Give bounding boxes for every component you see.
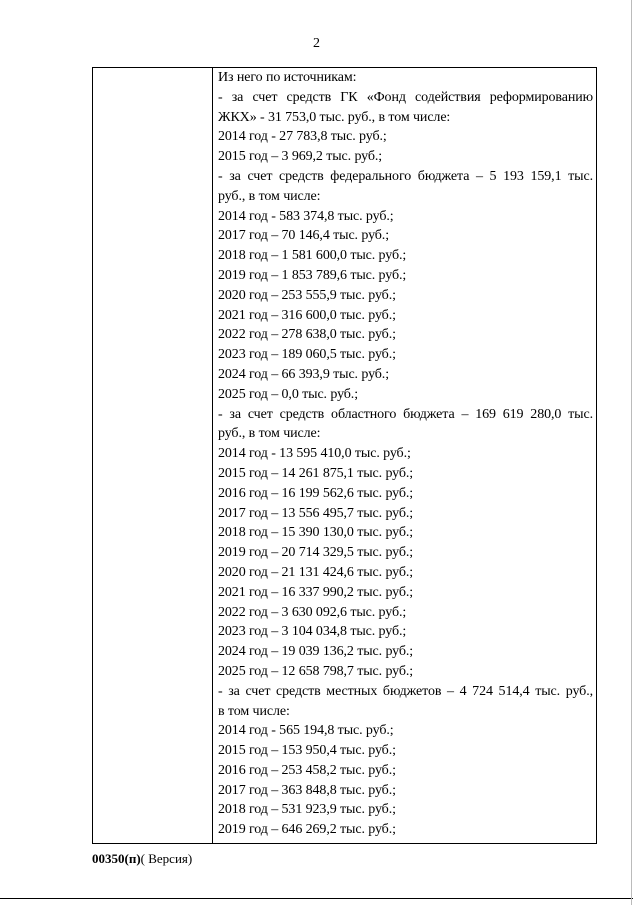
funding-line: 2014 год - 565 194,8 тыс. руб.; bbox=[218, 723, 394, 739]
funding-line: руб., в том числе: bbox=[218, 426, 321, 442]
table-left-cell bbox=[93, 68, 213, 843]
funding-line: 2014 год - 27 783,8 тыс. руб.; bbox=[218, 129, 387, 145]
funding-line: 2019 год – 20 714 329,5 тыс. руб.; bbox=[218, 545, 414, 561]
table-right-cell bbox=[214, 68, 596, 843]
funding-line: 2023 год – 3 104 034,8 тыс. руб.; bbox=[218, 624, 407, 640]
funding-line: ЖКХ» - 31 753,0 тыс. руб., в том числе: bbox=[218, 109, 451, 125]
funding-line: 2017 год – 363 848,8 тыс. руб.; bbox=[218, 782, 396, 798]
funding-line: 2021 год – 16 337 990,2 тыс. руб.; bbox=[218, 584, 414, 600]
funding-line: 2025 год – 0,0 тыс. руб.; bbox=[218, 386, 358, 402]
funding-line: руб., в том числе: bbox=[218, 188, 321, 204]
funding-line: - за счет средств местных бюджетов – 4 724 514,4 тыс. руб., bbox=[218, 683, 593, 699]
funding-line: 2017 год – 70 146,4 тыс. руб.; bbox=[218, 228, 389, 244]
funding-line: 2018 год – 15 390 130,0 тыс. руб.; bbox=[218, 525, 414, 541]
funding-line: 2024 год – 66 393,9 тыс. руб.; bbox=[218, 366, 389, 382]
funding-line: 2021 год – 316 600,0 тыс. руб.; bbox=[218, 307, 396, 323]
funding-line: 2022 год – 278 638,0 тыс. руб.; bbox=[218, 327, 396, 343]
funding-line: 2015 год – 14 261 875,1 тыс. руб.; bbox=[218, 465, 414, 481]
scan-right-edge bbox=[631, 0, 632, 905]
document-footer bbox=[92, 851, 192, 867]
funding-line: - за счет средств федерального бюджета – 5 193 159,1 тыс. bbox=[218, 168, 593, 184]
funding-line: - за счет средств областного бюджета – 169 619 280,0 тыс. bbox=[218, 406, 593, 422]
scan-bottom-edge bbox=[0, 898, 633, 899]
funding-line: 2025 год – 12 658 798,7 тыс. руб.; bbox=[218, 663, 414, 679]
funding-line: 2015 год – 3 969,2 тыс. руб.; bbox=[218, 149, 383, 165]
page-number: 2 bbox=[313, 36, 320, 51]
funding-line: 2015 год – 153 950,4 тыс. руб.; bbox=[218, 743, 396, 759]
funding-line: 2023 год – 189 060,5 тыс. руб.; bbox=[218, 347, 396, 363]
funding-line: 2014 год - 583 374,8 тыс. руб.; bbox=[218, 208, 394, 224]
funding-line: 2024 год – 19 039 136,2 тыс. руб.; bbox=[218, 644, 414, 660]
funding-line: 2018 год – 531 923,9 тыс. руб.; bbox=[218, 802, 396, 818]
funding-line: 2020 год – 253 555,9 тыс. руб.; bbox=[218, 287, 396, 303]
funding-line: 2016 год – 16 199 562,6 тыс. руб.; bbox=[218, 485, 414, 501]
funding-line: 2014 год - 13 595 410,0 тыс. руб.; bbox=[218, 446, 411, 462]
funding-line: в том числе: bbox=[218, 703, 290, 719]
funding-line: 2019 год – 646 269,2 тыс. руб.; bbox=[218, 822, 396, 838]
funding-line: 2017 год – 13 556 495,7 тыс. руб.; bbox=[218, 505, 414, 521]
document-code: 00350(п) bbox=[92, 851, 141, 866]
funding-line: - за счет средств ГК «Фонд содействия реформированию bbox=[218, 89, 593, 105]
funding-line: 2018 год – 1 581 600,0 тыс. руб.; bbox=[218, 248, 407, 264]
funding-line: 2022 год – 3 630 092,6 тыс. руб.; bbox=[218, 604, 407, 620]
funding-line: 2020 год – 21 131 424,6 тыс. руб.; bbox=[218, 564, 414, 580]
funding-line: 2016 год – 253 458,2 тыс. руб.; bbox=[218, 762, 396, 778]
funding-line: Из него по источникам: bbox=[218, 70, 357, 85]
document-version: ( Версия) bbox=[140, 851, 193, 866]
funding-table bbox=[92, 67, 597, 844]
funding-line: 2019 год – 1 853 789,6 тыс. руб.; bbox=[218, 267, 407, 283]
